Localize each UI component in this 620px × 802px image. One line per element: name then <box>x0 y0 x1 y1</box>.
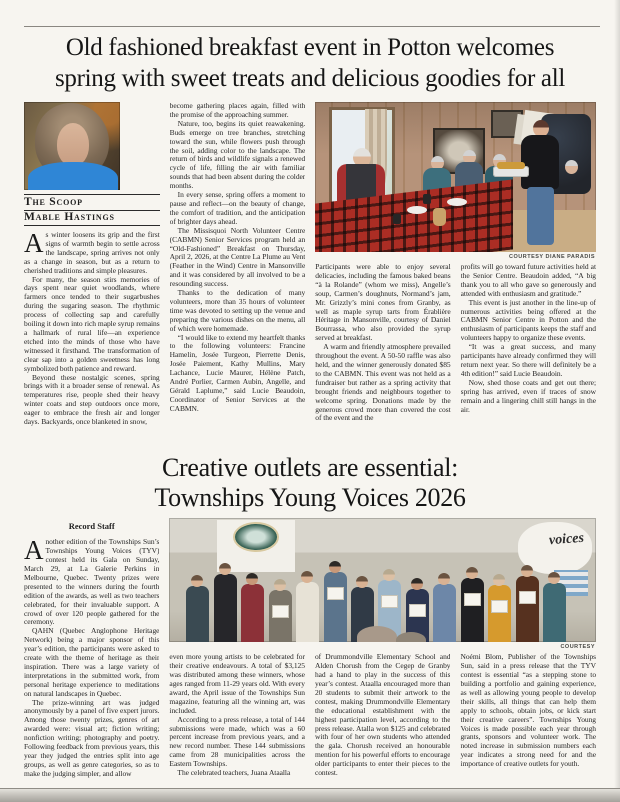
article2-column-4 <box>460 653 596 778</box>
photo-credit: COURTESY DIANE PARADIS <box>509 254 595 260</box>
paragraph: of Drummondville Elementary School and Alden Chorush from the Cegep de Granby had a hand to play in the success of this year’s contest. Ataalla encouraged more than 20 students to submit their artwork to the contest, making Drummondville Elementary the educational establishment with the highest participation level, according to the press release. Atalla won $125 and celebrated with four of her own students who attended the gala. Chorush received an honourable mention for his powerful efforts to encourage older participants to enter their pieces to the contest. <box>314 653 451 778</box>
paragraph: According to a press release, a total of 144 submissions were made, which was a 60 percent increase from previous years, and a new record number. These 144 submissions came from 28 municipalities across the Eastern Townships. <box>169 714 305 769</box>
person-figure <box>214 574 237 642</box>
breakfast-event-photo <box>315 102 596 252</box>
columnist-portrait-photo <box>24 102 120 190</box>
article2-columns-2-4 <box>169 518 596 792</box>
portrait-face-shape <box>57 123 89 166</box>
person-figure-with-certificate <box>324 572 347 642</box>
article1-column-4 <box>461 263 596 423</box>
person-figure <box>433 584 456 642</box>
paragraph: In every sense, spring offers a moment to pause and reflect—on the beauty of change, the comfort of tradition, and the anticipation of brighter days ahead. <box>169 190 306 226</box>
paragraph: The Missisquoi North Volunteer Centre (CABMN) Senior Services program held an “Old-Fashioned” Breakfast on Thursday, April 2, 2026, at the Centre La Plume au Vent (Feather in the Wind) Centre in Mansonville and it was considered by all involved to be a resounding success. <box>169 225 306 289</box>
person-figure <box>241 584 264 642</box>
dropcap-letter: A <box>24 535 44 566</box>
person-figure-with-certificate <box>269 590 292 642</box>
seated-person <box>565 160 578 174</box>
paragraph: Now, shed those coats and get out there; spring has arrived, even if traces of snow remain and a lingering chill still hangs in the air. <box>460 377 596 414</box>
paragraph: QAHN (Quebec Anglophone Heritage Network) being a major sponsor of this year’s edition, the participants were asked to create with the theme of heritage as their inspiration. There was a large variety of interpretations in the submitted work, from personal heritage experience to meditations on natural landscapes in Quebec. <box>24 626 160 698</box>
article2-headline-line1: Creative outlets are essential: <box>161 453 459 482</box>
paragraph-text: s winter loosens its grip and the first signs of warmth begin to settle across the landscape, spring arrives not only as a change in season, but as a return to cherished traditions and simple pleasures. <box>24 230 160 275</box>
scan-bottom-shadow <box>0 788 620 802</box>
article1-columns-3-4 <box>315 102 596 447</box>
article1-column-2 <box>170 102 306 447</box>
paragraph: Participants were able to enjoy several delicacies, including the famous baked beans “à la Rolande” (whom we miss), Angelle’s soup, Carmen’s doughnuts, Normand’s jam, Mr. Grizzly’s mini cones from Granby, as well as maple syrup tarts from Érablière Héritage in Mansonville, courtesy of Daniel Bourrassa, who also provided the syrup served at breakfast. <box>315 263 451 343</box>
person-figure <box>296 582 319 642</box>
paragraph: The prize-winning art was judged anonymously by a panel of five expert jurors. Among those twenty prizes, genres of art awarded were: visual art; fiction writing; nonfiction writing; photography and poetry. Following feedback from previous years, this year they judged the entries split into age groups, as well as genre categories, so as to make the judging simpler, and allow <box>24 697 160 778</box>
server-woman-jeans <box>527 187 554 245</box>
article1-body <box>24 102 596 447</box>
paragraph: profits will go toward future activities held at the Senior Centre. Beaudoin added, “A big thank you to all who gave so generously and attended with enthusiasm and gratitude.” <box>460 263 596 298</box>
gala-group-photo <box>169 518 596 642</box>
article2-headline <box>22 453 598 512</box>
article2-lower-columns <box>169 653 596 778</box>
paragraph: “It was a great success, and many participants have already confirmed they will return next year. So there will definitely be a 4th edition!” said Lucie Beaudoin. <box>460 342 596 378</box>
paragraph <box>24 535 160 627</box>
article2-body <box>24 518 596 792</box>
paragraph: become gathering places again, filled with the promise of the approaching summer. <box>169 102 306 119</box>
audience-head-shape <box>357 626 397 642</box>
audience-head-shape <box>396 632 426 642</box>
photo-credit: COURTESY <box>560 644 595 651</box>
scan-edge-shadow <box>614 0 620 802</box>
paragraph: This event is just another in the line-up of numerous activities being offered at the CABMN Senior Centre in Potton and the enthusiasm of participants keeps the staff and volunteers happy to organize these events. <box>460 297 596 343</box>
person-figure-with-certificate <box>461 578 484 642</box>
syrup-jug-shape <box>433 208 446 226</box>
paragraph: The celebrated teachers, Juana Ataalla <box>177 768 291 778</box>
column-kicker <box>24 194 160 226</box>
kicker-title: The Scoop <box>24 194 160 210</box>
paragraph: For many, the season stirs memories of days spent near quiet woodlands, where farmers once tended to their sugarbushes during the sugaring season. The rhythmic process of collecting sap and carefully boiling it down into rich maple syrup remains a hallmark of rural life—an experience etched into the minds of those who have witnessed it firsthand. The transformation of clear sap into a golden sweetness has long symbolized both patience and reward. <box>24 274 160 373</box>
person-figure <box>186 586 209 642</box>
paragraph <box>24 228 160 276</box>
article1-lower-columns <box>315 263 596 423</box>
voices-banner-text: voices <box>548 531 585 549</box>
person-figure <box>543 583 566 642</box>
byline: Record Staff <box>68 521 115 532</box>
dropcap-letter: A <box>24 228 44 258</box>
server-woman-body <box>521 135 559 189</box>
paragraph: Thanks to the dedication of many volunteers, more than 35 hours of volunteer time was devoted to setting up the venue and preparing the various dishes on the menu, all of which were homemade. <box>169 288 306 333</box>
paragraph: A warm and friendly atmosphere prevailed throughout the event. A 50-50 raffle was also held, and the winner generously donated $85 to the CABMN. This event was not held as a fundraiser but rather as a spring activity that brought friends and neighbours together to welcome spring. Donations made by the generous crowd more than covered the cost of the event and the <box>315 342 451 423</box>
paragraph: Nature, too, begins its quiet reawakening. Buds emerge on tree branches, stretching toward the sun, while flowers push through the soil, adding color to the landscape. The return of birds and wildlife signals a renewed cycle of life, filling the air with familiar sounds that had been absent during the colder months. <box>169 118 306 191</box>
paragraph-text: nother edition of the Townships Sun’s Townships Young Voices (TYV) contest held its Gala on Sunday, March 29, at La Galerie Perkins in Melbourne, Quebec. Twenty prizes were presented to the winners during the fourth edition of the awards, as well as two teachers celebrated, for their invaluable support. A crowd of over 120 people gathered for the ceremony. <box>24 537 160 627</box>
article2-column-3 <box>315 653 451 778</box>
top-rule-divider <box>24 26 600 27</box>
person-figure-with-certificate <box>516 576 539 642</box>
paragraph: Beyond these nostalgic scenes, spring brings with it a broader sense of renewal. As temperatures rise, people shed their heavy winter coats and step outdoors once more, eager to embrace the fresh air and longer days. Backyards, once blanketed in snow, <box>24 372 160 427</box>
person-figure-with-certificate <box>488 585 511 642</box>
paragraph: “I would like to extend my heartfelt thanks to the following volunteers: Francine Hamelin, Josée Turgeon, Pierrette Denis, Josée Paiement, Kathy Mullins, Mary Lachance, Lucie Maurer, Hélène Patch, André Porlier, Carmen Aubin, Angelle, and Gérald Laplume,” said Lucie Beaudoin, Coordinator of Senior Services at the CABMN. <box>169 332 306 413</box>
kicker-author: Mable Hastings <box>24 210 160 226</box>
article2-column-2 <box>169 653 305 778</box>
cup-shape <box>423 194 431 204</box>
article1-headline-line1: Old fashioned breakfast event in Potton welcomes <box>65 34 555 61</box>
cup-shape <box>393 214 401 224</box>
tray-food-shape <box>497 162 525 169</box>
portrait-blue-top-shape <box>28 162 118 190</box>
paragraph: Noémi Blom, Publisher of the Townships Sun, said in a press release that the TYV contest is essential “as a stepping stone to building a portfolio and gaining experience, as well as allowing young people to develop their skills, all things that can help them apply to schools, obtain jobs, or kick start their creative careers”. Townships Young Voices is made possible each year through grants, sponsors and volunteer work. The noted increase in submission numbers each year indicates a strong need for and the importance of creative outlets for youth. <box>460 653 596 769</box>
article1-headline <box>22 33 598 94</box>
paragraph: even more young artists to be celebrated for their creative endeavours. A total of $3,125 was distributed among these winners, whose ages ranged from 11-29 years old. With every award, the April issue of the Townships Sun magazine, featuring all the winning art, was included. <box>169 653 305 715</box>
article1-headline-line2: spring with sweet treats and delicious goodies for all <box>54 64 566 92</box>
article1-column-3 <box>315 263 450 423</box>
picture-frame-shape <box>491 110 523 138</box>
article1-column-1 <box>24 102 160 447</box>
article2-headline-line2: Townships Young Voices 2026 <box>154 482 466 512</box>
article2-column-1 <box>24 518 159 792</box>
